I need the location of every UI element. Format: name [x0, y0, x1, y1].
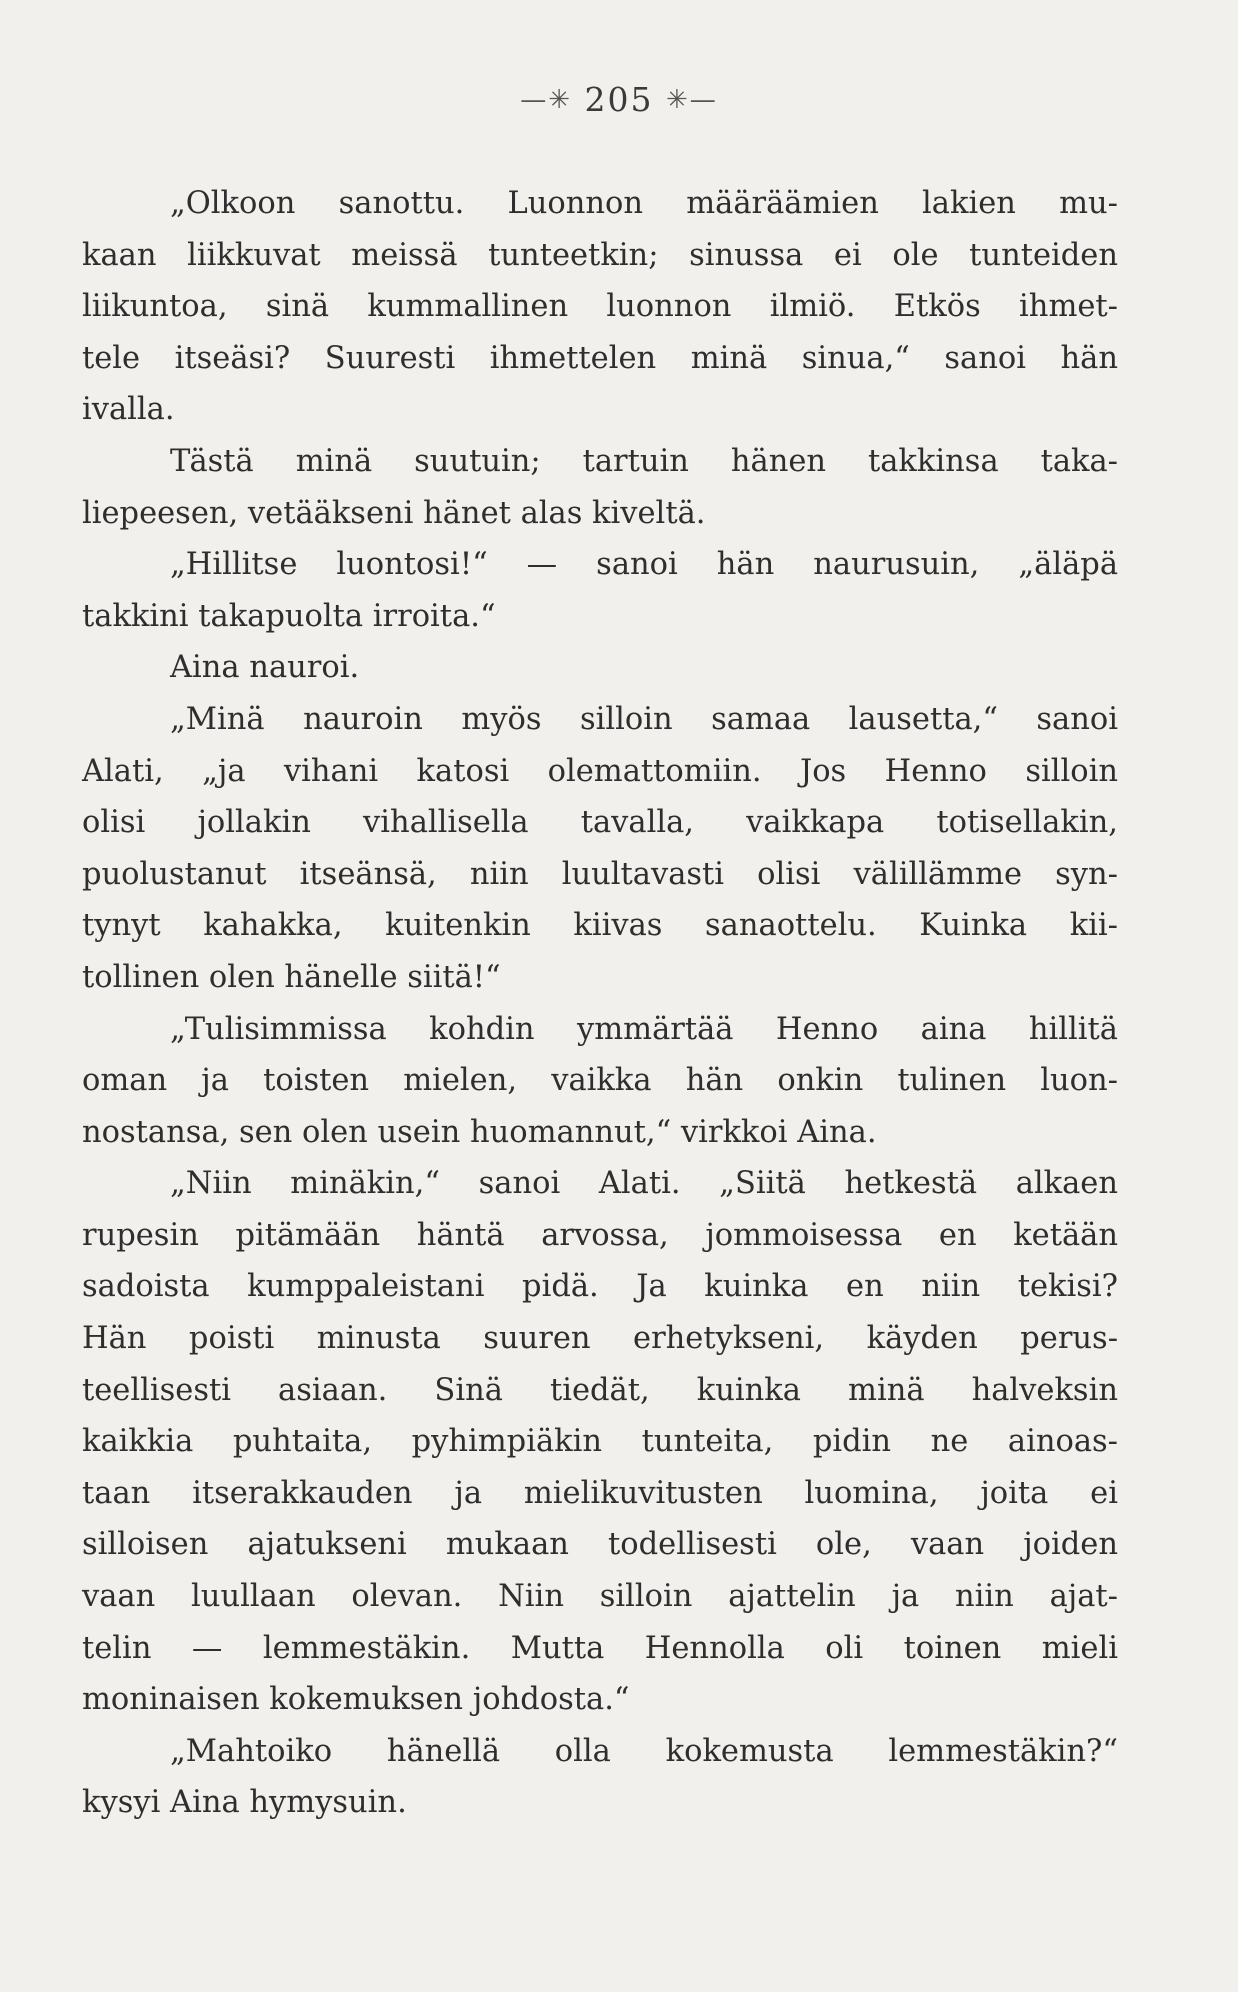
text-line: taan itserakkauden ja mielikuvitusten luomina, joita ei	[82, 1475, 1118, 1511]
running-head	[0, 80, 1238, 119]
text-line: telin — lemmestäkin. Mutta Hennolla oli toinen mieli	[82, 1630, 1118, 1666]
text-line: „Niin minäkin,“ sanoi Alati. „Siitä hetkestä alkaen	[170, 1166, 1118, 1202]
text-line: vaan luullaan olevan. Niin silloin ajattelin ja niin ajat-	[82, 1579, 1118, 1615]
text-line: kaikkia puhtaita, pyhimpiäkin tunteita, pidin ne ainoas-	[82, 1424, 1118, 1460]
text-line: takkini takapuolta irroita.“	[82, 598, 496, 634]
left-ornament: —✳	[520, 85, 572, 115]
text-line: Tästä minä suutuin; tartuin hänen takkinsa taka-	[170, 443, 1118, 479]
text-line: teellisesti asiaan. Sinä tiedät, kuinka minä halveksin	[82, 1372, 1118, 1408]
text-line: „Minä nauroin myös silloin samaa lausetta,“ sanoi	[170, 701, 1118, 737]
page-number: 205	[584, 80, 654, 119]
text-line: puolustanut itseänsä, niin luultavasti olisi välillämme syn-	[82, 856, 1118, 892]
text-line: „Olkoon sanottu. Luonnon määräämien lakien mu-	[170, 186, 1118, 221]
body-text	[82, 178, 1118, 1829]
text-line: tynyt kahakka, kuitenkin kiivas sanaottelu. Kuinka kii-	[82, 908, 1118, 944]
text-line: kaan liikkuvat meissä tunteetkin; sinussa ei ole tunteiden	[82, 237, 1118, 273]
text-line: oman ja toisten mielen, vaikka hän onkin tulinen luon-	[82, 1063, 1118, 1099]
text-line: ivalla.	[82, 392, 175, 428]
text-line: „Mahtoiko hänellä olla kokemusta lemmestäkin?“	[170, 1733, 1118, 1769]
text-line: rupesin pitämään häntä arvossa, jommoisessa en ketään	[82, 1217, 1118, 1253]
text-line: Aina nauroi.	[170, 650, 360, 686]
text-line: tele itseäsi? Suuresti ihmettelen minä sinua,“ sanoi hän	[82, 340, 1118, 376]
text-line: Alati, „ja vihani katosi olemattomiin. Jos Henno silloin	[82, 753, 1118, 789]
text-line: moninaisen kokemuksen johdosta.“	[82, 1682, 630, 1718]
text-line: „Hillitse luontosi!“ — sanoi hän naurusuin, „äläpä	[170, 547, 1118, 583]
text-line: Hän poisti minusta suuren erhetykseni, käyden perus-	[82, 1321, 1118, 1357]
text-line: liepeesen, vetääkseni hänet alas kiveltä.	[82, 495, 706, 531]
text-line: kysyi Aina hymysuin.	[82, 1785, 407, 1821]
text-line: sadoista kumppaleistani pidä. Ja kuinka en niin tekisi?	[82, 1269, 1118, 1305]
text-line: „Tulisimmissa kohdin ymmärtää Henno aina hillitä	[170, 1011, 1118, 1047]
text-line: nostansa, sen olen usein huomannut,“ virkkoi Aina.	[82, 1114, 877, 1150]
text-line: tollinen olen hänelle siitä!“	[82, 959, 501, 995]
text-line: liikuntoa, sinä kummallinen luonnon ilmiö. Etkös ihmet-	[82, 289, 1118, 325]
right-ornament: ✳—	[666, 85, 718, 115]
text-line: olisi jollakin vihallisella tavalla, vaikkapa totisellakin,	[82, 805, 1118, 841]
text-line: silloisen ajatukseni mukaan todellisesti ole, vaan joiden	[82, 1527, 1118, 1563]
